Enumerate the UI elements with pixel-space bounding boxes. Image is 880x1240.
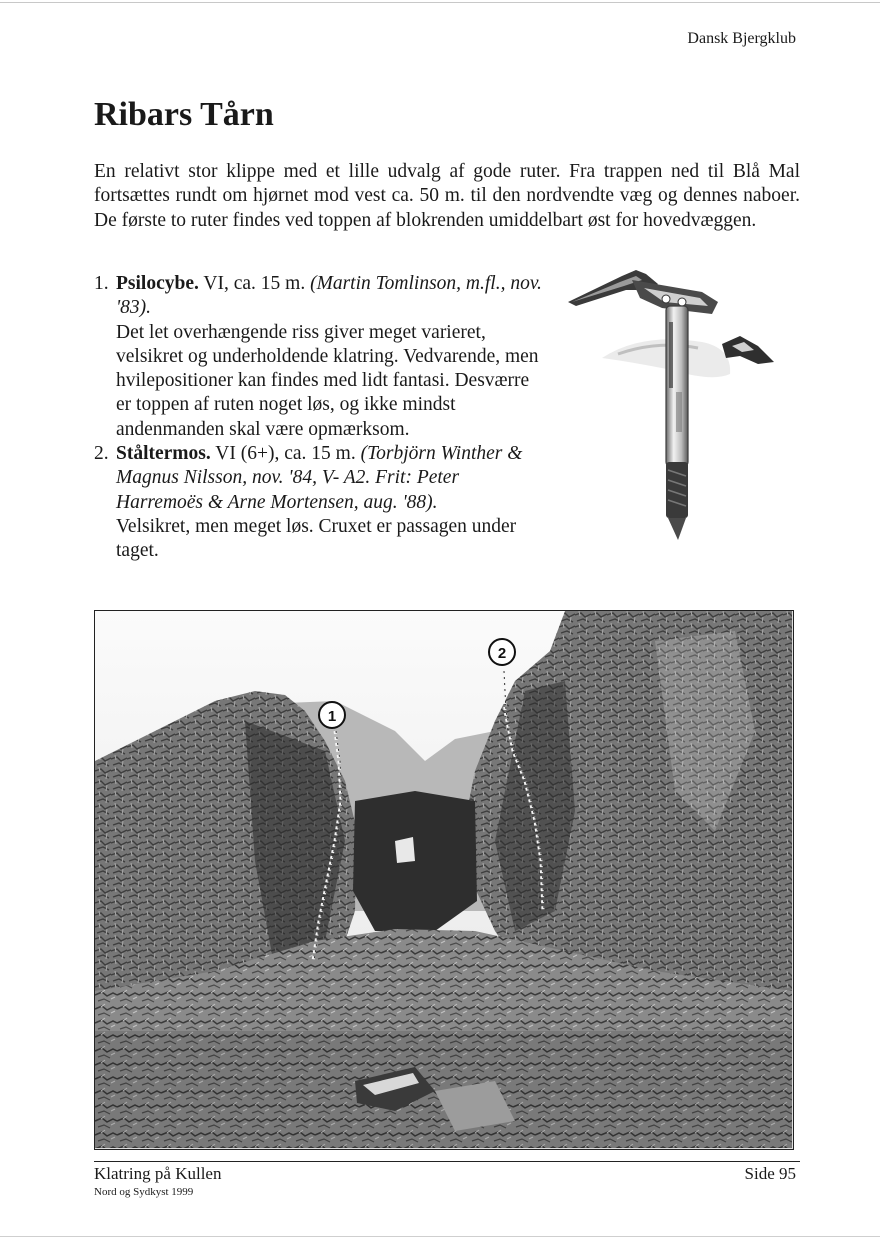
footer-subtitle: Nord og Sydkyst 1999 xyxy=(94,1186,194,1198)
route-list xyxy=(94,272,544,564)
page-number: Side 95 xyxy=(744,1164,796,1183)
top-scan-edge xyxy=(0,2,880,3)
intro-paragraph: En relativt stor klippe med et lille udvalg af gode ruter. Fra trappen ned til Blå Mal fortsættes rundt om hjørnet mod vest ca. 50 m. til den nordvendte væg og dennes naboer. De første to ruter findes ved toppen af blokrenden umiddelbart øst for hovedvæggen. xyxy=(94,161,800,231)
route-name: Psilocybe. xyxy=(116,273,199,294)
route-grade: VI, ca. 15 m. xyxy=(198,273,311,294)
route-number: 2. xyxy=(94,443,109,465)
bottom-scan-edge xyxy=(0,1236,880,1237)
route-item-1 xyxy=(94,272,544,442)
route-credit: (Torbjörn Winther & Magnus Nilsson, nov. '84, V- A2. Frit: Peter Harremoës & Arne Mortensen, aug. '88). xyxy=(116,443,523,513)
route-number: 1. xyxy=(94,273,109,294)
crag-photo xyxy=(94,610,794,1150)
route-name: Ståltermos. xyxy=(116,443,211,465)
route-description: Det let overhængende riss giver meget varieret, velsikret og underholdende klatring. Vedvarende, men hvilepositioner kan findes med lidt fantasi. Desværre er toppen af ruten noget løs, og ikke mindst andenmanden skal være opmærksom. xyxy=(116,321,539,440)
route-credit: (Martin Tomlinson, m.fl., nov. '83). xyxy=(116,273,542,319)
route-marker-2 xyxy=(489,639,515,665)
route-marker-label: 1 xyxy=(327,708,337,725)
page-title: Ribars Tårn xyxy=(94,96,274,133)
header-organization: Dansk Bjergklub xyxy=(687,30,796,47)
route-marker-label: 2 xyxy=(497,645,507,662)
footer-divider xyxy=(94,1161,800,1162)
route-item-2 xyxy=(94,442,544,563)
route-grade: VI (6+), ca. 15 m. xyxy=(210,443,361,465)
route-description: Velsikret, men meget løs. Cruxet er passagen under taget. xyxy=(116,515,517,562)
ice-axe-icon xyxy=(562,262,784,544)
footer-book-title: Klatring på Kullen xyxy=(94,1164,222,1183)
footer-book-info xyxy=(94,1164,221,1198)
route-marker-1 xyxy=(319,702,345,728)
